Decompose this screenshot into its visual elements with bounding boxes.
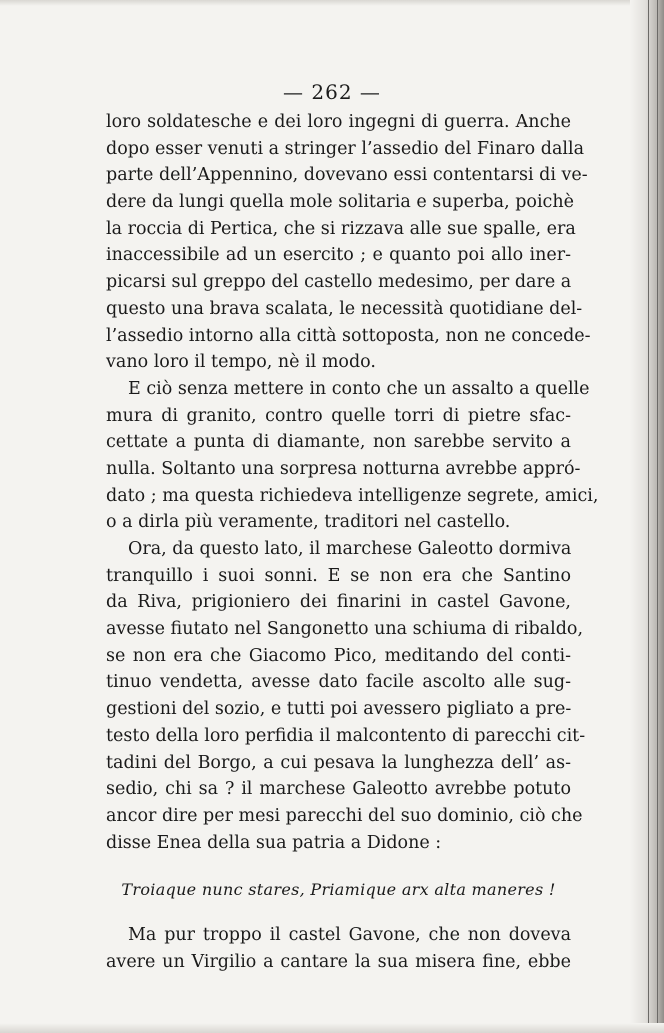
gutter-line <box>657 0 658 1033</box>
text-line: se non era che Giacomo Pico, meditando del conti- <box>106 645 571 666</box>
text-line: vano loro il tempo, nè il modo. <box>106 352 376 373</box>
text-line: E ciò senza mettere in conto che un assalto a quelle <box>128 378 590 399</box>
text-line: avere un Virgilio a cantare la sua misera fine, ebbe <box>106 951 571 972</box>
latin-quote: Troiaque nunc stares, Priamique arx alta maneres ! <box>121 880 556 900</box>
body-text <box>106 109 599 976</box>
page-gutter-shadow <box>630 0 664 1033</box>
spacer <box>106 912 571 922</box>
text-line: parte dell’Appennino, dovevano essi contentarsi di ve- <box>106 165 588 186</box>
text-line: tadini del Borgo, a cui pesava la lunghezza dell’ as- <box>106 752 571 773</box>
paragraph-1 <box>106 109 591 376</box>
text-line: gestioni del sozio, e tutti poi avessero pigliato a pre- <box>106 699 572 720</box>
text-line: Ora, da questo lato, il marchese Galeotto dormiva <box>128 539 572 559</box>
text-line: l’assedio intorno alla città sottoposta, non ne concede- <box>106 325 591 346</box>
text-line: sedio, chi sa ? il marchese Galeotto avrebbe potuto <box>106 779 571 800</box>
gutter-line <box>648 0 649 1033</box>
text-line: mura di granito, contro quelle torri di pietre sfac- <box>106 405 571 426</box>
text-line: tinuo vendetta, avesse dato facile ascolto alle sug- <box>106 672 571 693</box>
text-line: ancor dire per mesi parecchi del suo dominio, ciò che <box>106 805 583 826</box>
paragraph-4 <box>106 922 571 975</box>
text-line: dopo esser venuti a stringer l’assedio del Finaro dalla <box>106 138 585 159</box>
text-line: nulla. Soltanto una sorpresa notturna avrebbe appró- <box>106 458 581 479</box>
text-line: inaccessibile ad un esercito ; e quanto poi allo iner- <box>106 245 571 266</box>
text-line: testo della loro perfidia il malcontento di parecchi cit- <box>106 725 586 746</box>
text-line: tranquillo i suoi sonni. E se non era che Santino <box>106 565 571 586</box>
paragraph-2 <box>106 376 599 536</box>
text-line: Ma pur troppo il castel Gavone, che non doveva <box>128 925 571 946</box>
text-line: avesse fiutato nel Sangonetto una schiuma di ribaldo, <box>106 619 584 640</box>
text-line: dere da lungi quella mole solitaria e superba, poichè <box>106 192 574 213</box>
text-line: questo una brava scalata, le necessità quotidiane del- <box>106 298 583 319</box>
text-line: cettate a punta di diamante, non sarebbe servito a <box>106 432 571 453</box>
text-line: la roccia di Pertica, che si rizzava alle sue spalle, era <box>106 218 576 239</box>
paragraph-3 <box>106 536 586 856</box>
page-bottom-edge <box>0 1023 664 1033</box>
text-line: loro soldatesche e dei loro ingegni di guerra. Anche <box>106 112 571 132</box>
text-line: disse Enea della sua patria a Didone : <box>106 832 442 853</box>
text-line: da Riva, prigioniero dei finarini in castel Gavone, <box>106 592 571 613</box>
text-line: dato ; ma questa richiedeva intelligenze segrete, amici, <box>106 485 599 506</box>
text-line: o a dirla più veramente, traditori nel castello. <box>106 512 511 533</box>
page-number: — 262 — <box>283 80 381 104</box>
page-top-edge <box>0 0 664 6</box>
text-line: picarsi sul greppo del castello medesimo, per dare a <box>106 272 572 293</box>
